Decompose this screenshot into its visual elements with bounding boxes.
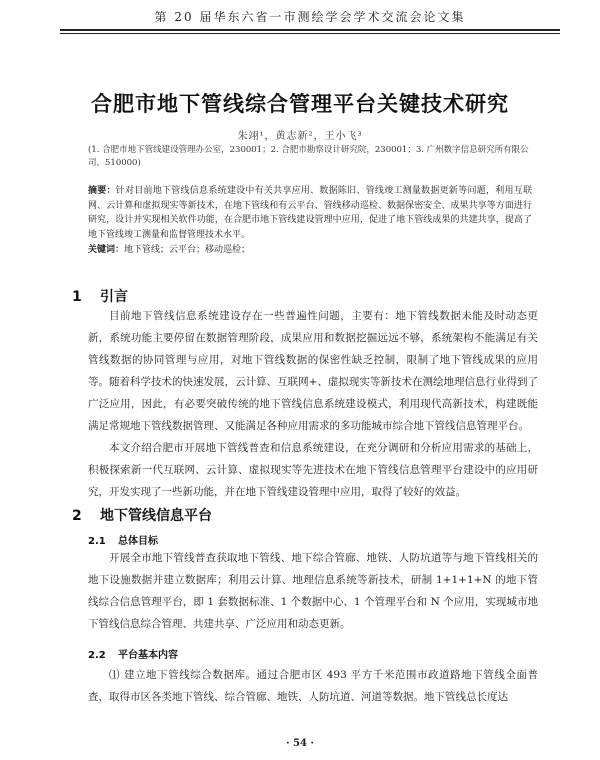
section-number: 1: [72, 289, 82, 305]
body-paragraph: 本文介绍合肥市开展地下管线普查和信息系统建设，在充分调研和分析应用需求的基础上，积极探索新一代互联网、云计算、虚拟现实等先进技术在地下管线信息管理平台建设中的应用研究，开发实现了一些新功能，并在地下管线建设管理中应用，取得了较好的效益。: [88, 442, 538, 498]
body-paragraph: 目前地下管线信息系统建设存在一些普遍性问题，主要有：地下管线数据未能及时动态更新，系统功能主要停留在数据管理阶段，成果应用和数据挖掘远远不够，系统架构不能满足有关管线数据的协同管理与应用，对地下管线数据的保密性缺乏控制，限制了地下管线成果的应用等。随着科学技术的快速发展，云计算、互联网+、虚拟现实等新技术在测绘地理信息行业得到了广泛应用，因此，有必要突破传统的地下管线信息系统建设模式，利用现代高新技术，构建既能满足常规地下管线数据管理、又能满足各种应用需求的多功能城市综合地下管线信息管理平台。: [88, 310, 538, 432]
subsection-number: 2.2: [88, 650, 106, 661]
section-title: 地下管线信息平台: [100, 508, 212, 524]
page-number: · 54 ·: [286, 738, 314, 749]
section-number: 2: [72, 508, 82, 524]
abstract: [88, 184, 532, 242]
author-affiliations: (1. 合肥市地下管线建设管理办公室，230001；2. 合肥市勘察设计研究院，230001；3. 广州数字信息研究所有限公司，510000): [88, 145, 529, 168]
section-heading: [72, 505, 212, 525]
body-paragraph: ⑴ 建立地下管线综合数据库。通过合肥市区 493 平方千米范围市政道路地下管线全面普查，取得市区各类地下管线、综合管廊、地铁、人防坑道、河道等数据。地下管线总长度达: [88, 669, 538, 703]
section-title: 引言: [100, 289, 128, 305]
paper-title: 合肥市地下管线综合管理平台关键技术研究: [91, 91, 509, 116]
keywords: [88, 243, 532, 257]
subsection-number: 2.1: [88, 536, 106, 547]
subsection-title: 平台基本内容: [118, 650, 178, 661]
subsection-title: 总体目标: [118, 536, 158, 547]
keywords-text: 地下管线；云平台；移动巡检；: [124, 245, 251, 255]
subsection-heading: [88, 646, 178, 661]
subsection-heading: [88, 532, 158, 547]
abstract-text: 针对目前地下管线信息系统建设中有关共享应用、数据陈旧、管线竣工测量数据更新等问题，利用互联网、云计算和虚拟现实等新技术，在地下管线和有云平台、管线移动巡检、数据保密安全、成果共享等方面进行研究，设计并实现相关软件功能，在合肥市地下管线建设管理中应用，促进了地下管线成果的共建共享，提高了地下管线竣工测量和监督管理技术水平。: [88, 186, 532, 240]
author-list: 朱翊¹，黄志新²，王小飞³: [237, 131, 363, 142]
abstract-label: 摘要：: [88, 186, 116, 196]
keywords-label: 关键词：: [88, 245, 125, 255]
section-heading: [72, 286, 128, 306]
running-header: 第 20 届华东六省一市测绘学会学术交流会论文集: [60, 8, 560, 31]
body-paragraph: 开展全市地下管线普查获取地下管线、地下综合管廊、地铁、人防坑道等与地下管线相关的地下设施数据并建立数据库；利用云计算、地理信息系统等新技术，研制 1+1+1+N 的地下管线综合信息管理平台，即 1 套数据标准、1 个数据中心、1 个管理平台和 N 个应用，实现城市地下管线信息综合管理、共建共享、广泛应用和动态更新。: [88, 552, 538, 630]
